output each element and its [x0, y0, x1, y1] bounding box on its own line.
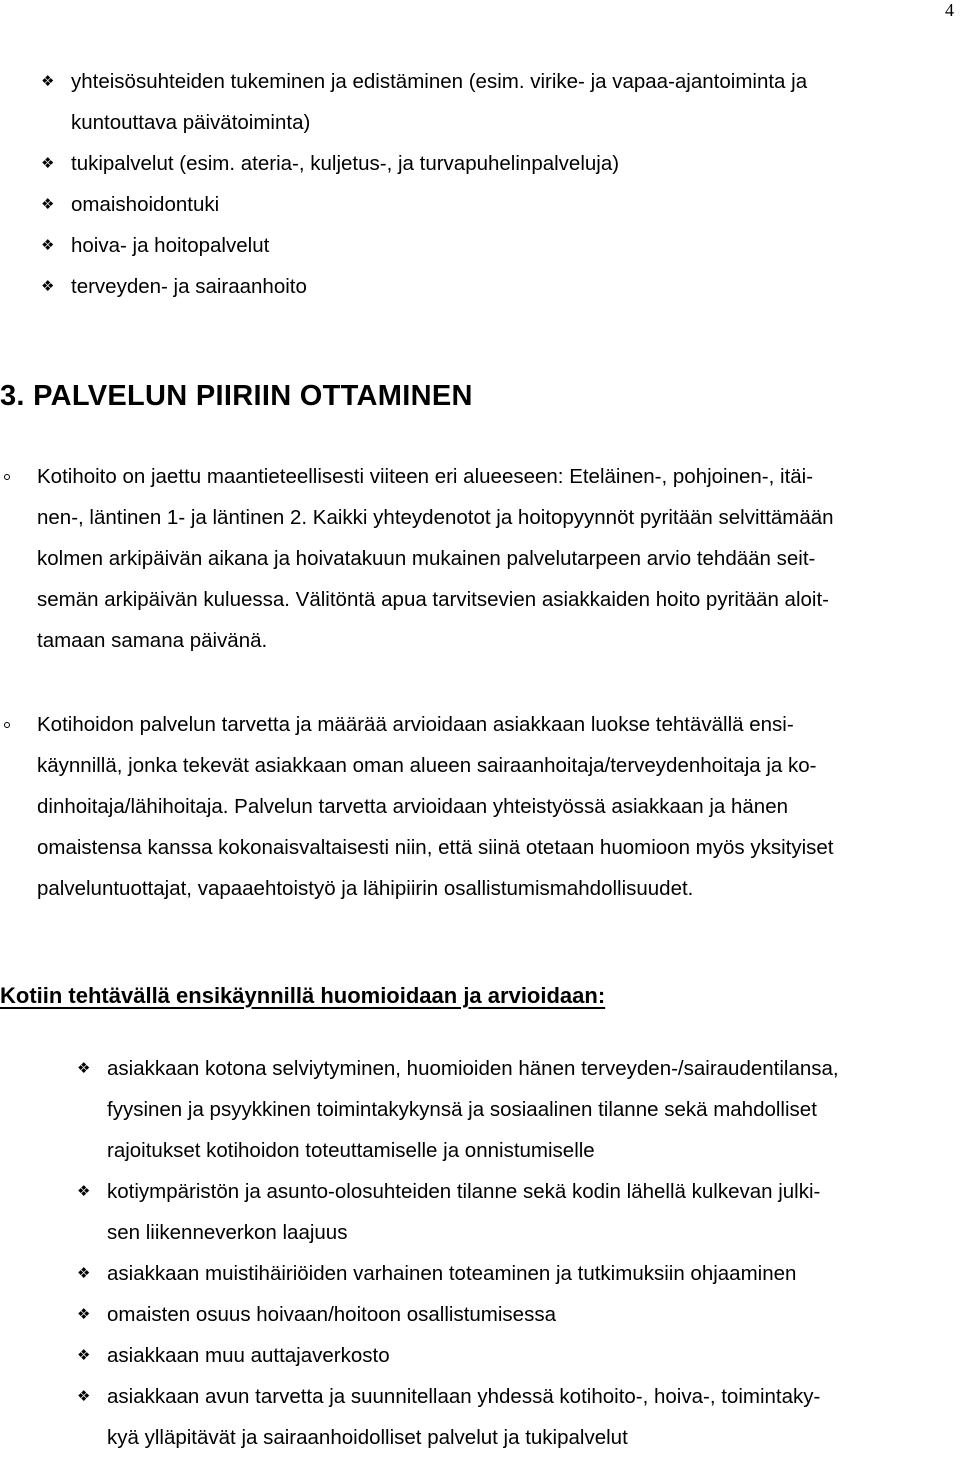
list-item-line: omaishoidontuki	[71, 193, 220, 216]
list-item-line: omaisten osuus hoivaan/hoitoon osallistumisessa	[107, 1303, 556, 1326]
paragraph-line: kolmen arkipäivän aikana ja hoivatakuun mukainen palvelutarpeen arvio tehdään seit-	[37, 547, 816, 570]
list-item-line: kotiympäristön ja asunto-olosuhteiden tilanne sekä kodin lähellä kulkevan julki-	[107, 1180, 821, 1203]
list-item-line: kuntouttava päivätoiminta)	[71, 111, 311, 134]
list-item-line: fyysinen ja psyykkinen toimintakykynsä ja sosiaalinen tilanne sekä mahdolliset	[107, 1098, 817, 1121]
paragraph-line: Kotihoidon palvelun tarvetta ja määrää arvioidaan asiakkaan luokse tehtävällä ensi-	[37, 713, 794, 736]
list-item-line: asiakkaan muu auttajaverkosto	[107, 1344, 390, 1367]
subheading: Kotiin tehtävällä ensikäynnillä huomioidaan ja arvioidaan:	[0, 983, 606, 1008]
list-item-line: asiakkaan kotona selviytyminen, huomioiden hänen terveyden-/sairaudentilansa,	[107, 1057, 839, 1080]
diamond-bullet-icon: ❖	[77, 1387, 91, 1405]
paragraph-line: omaistensa kanssa kokonaisvaltaisesti niin, että siinä otetaan huomioon myös yksityiset	[37, 836, 834, 859]
diamond-bullet-icon: ❖	[41, 236, 55, 254]
list-item-line: asiakkaan muistihäiriöiden varhainen toteaminen ja tutkimuksiin ohjaaminen	[107, 1262, 797, 1285]
paragraph-line: palveluntuottajat, vapaaehtoistyö ja lähipiirin osallistumismahdollisuudet.	[37, 877, 694, 900]
paragraph-line: käynnillä, jonka tekevät asiakkaan oman alueen sairaanhoitaja/terveydenhoitaja ja ko-	[37, 754, 817, 777]
list-item-line: kyä ylläpitävät ja sairaanhoidolliset palvelut ja tukipalvelut	[107, 1426, 628, 1449]
list-item-line: yhteisösuhteiden tukeminen ja edistäminen (esim. virike- ja vapaa-ajantoiminta ja	[71, 70, 808, 93]
list-item-line: rajoitukset kotihoidon toteuttamiselle ja onnistumiselle	[107, 1139, 595, 1162]
diamond-bullet-icon: ❖	[77, 1059, 91, 1077]
section-heading: 3. PALVELUN PIIRIIN OTTAMINEN	[0, 380, 473, 412]
diamond-bullet-icon: ❖	[41, 154, 55, 172]
paragraph-line: tamaan samana päivänä.	[37, 629, 268, 652]
diamond-bullet-icon: ❖	[41, 195, 55, 213]
list-item-line: tukipalvelut (esim. ateria-, kuljetus-, ja turvapuhelinpalveluja)	[71, 152, 620, 175]
list-item-line: sen liikenneverkon laajuus	[107, 1221, 348, 1244]
list-item-line: asiakkaan avun tarvetta ja suunnitellaan yhdessä kotihoito-, hoiva-, toimintaky-	[107, 1385, 821, 1408]
list-item-line: terveyden- ja sairaanhoito	[71, 275, 307, 298]
diamond-bullet-icon: ❖	[77, 1182, 91, 1200]
paragraph-line: semän arkipäivän kuluessa. Välitöntä apua tarvitsevien asiakkaiden hoito pyritään aloit-	[37, 588, 829, 611]
diamond-bullet-icon: ❖	[77, 1305, 91, 1323]
diamond-bullet-icon: ❖	[41, 72, 55, 90]
list-item-line: hoiva- ja hoitopalvelut	[71, 234, 270, 257]
bullet-dot-icon	[4, 474, 10, 480]
diamond-bullet-icon: ❖	[41, 277, 55, 295]
paragraph-line: nen-, läntinen 1- ja läntinen 2. Kaikki yhteydenotot ja hoitopyynnöt pyritään selvittämään	[37, 506, 834, 529]
paragraph-line: Kotihoito on jaettu maantieteellisesti viiteen eri alueeseen: Eteläinen-, pohjoinen-, itäi-	[37, 465, 814, 488]
paragraph-line: dinhoitaja/lähihoitaja. Palvelun tarvetta arvioidaan yhteistyössä asiakkaan ja hänen	[37, 795, 789, 818]
bullet-dot-icon	[4, 722, 10, 728]
page-number: 4	[945, 0, 954, 20]
diamond-bullet-icon: ❖	[77, 1264, 91, 1282]
diamond-bullet-icon: ❖	[77, 1346, 91, 1364]
